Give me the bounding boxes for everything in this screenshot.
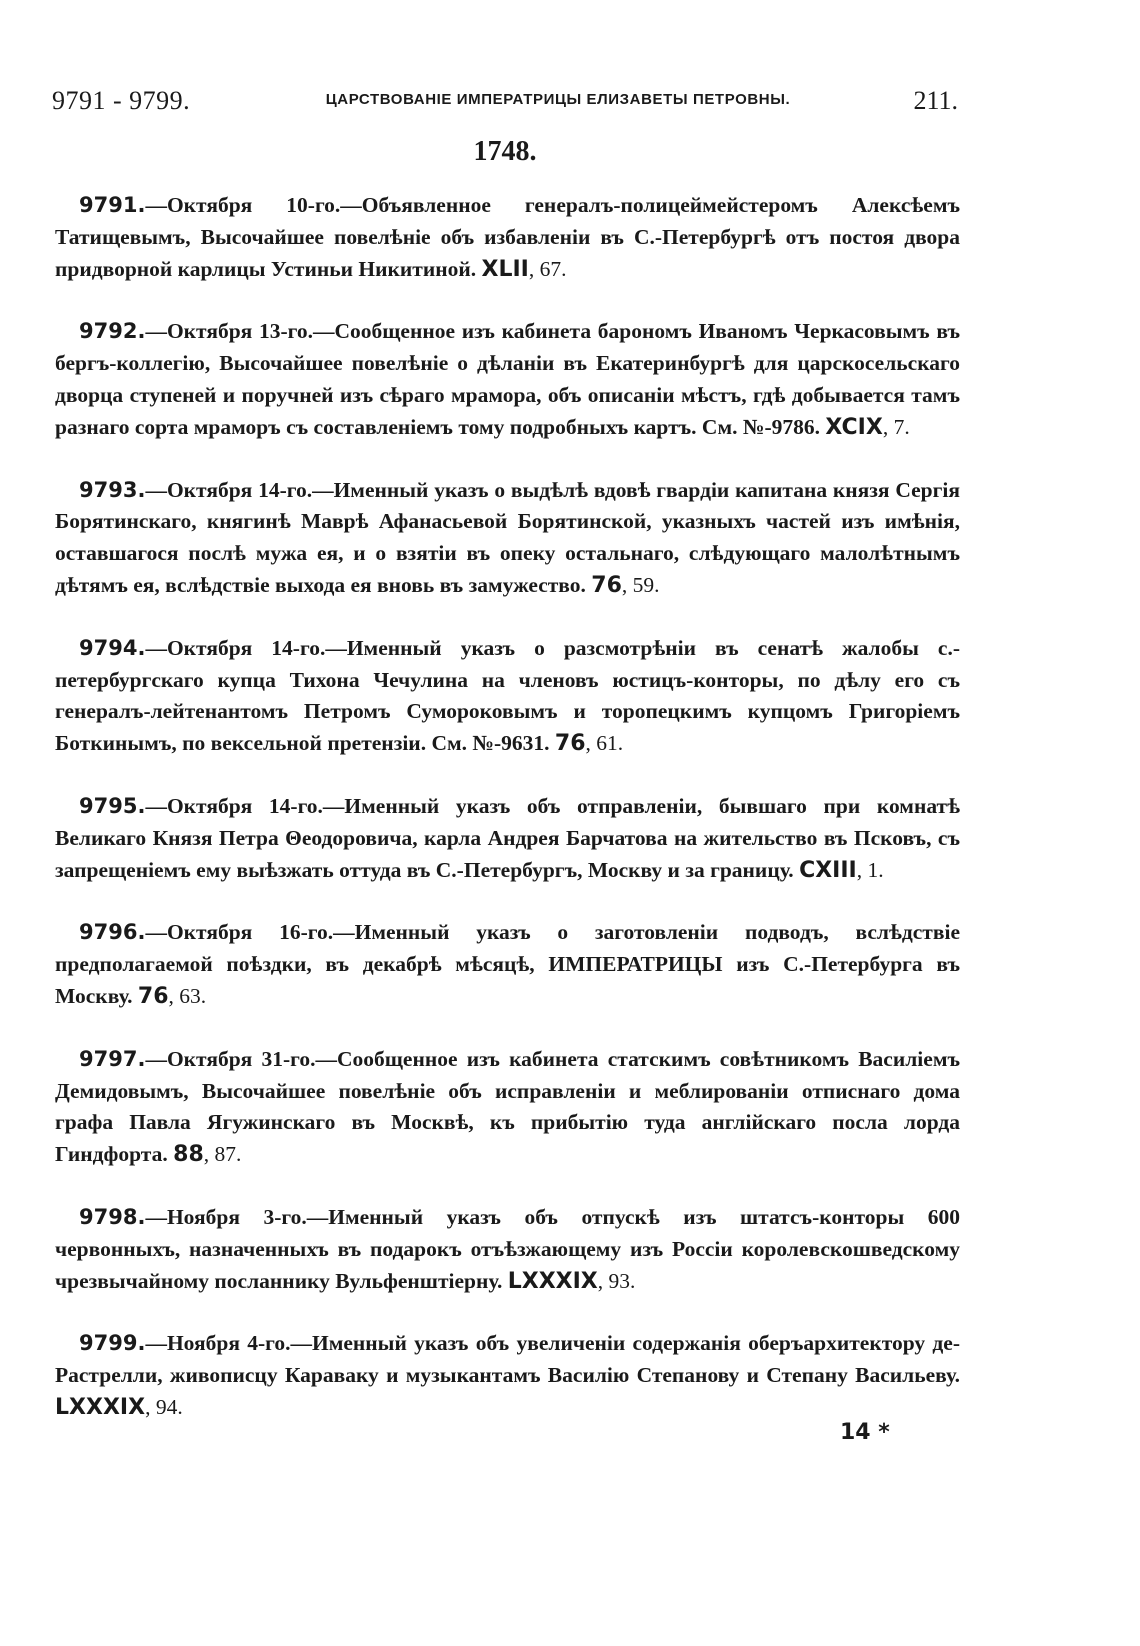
signature-mark: 14 * [840, 1420, 890, 1445]
volume-ref: 76 [554, 731, 586, 757]
entry-text: —Октября 31-го.—Сообщенное изъ кабинета статскимъ совѣтникомъ Василіемъ Демидовымъ, Высочайшее повелѣніе объ исправленіи и меблированіи отписнаго дома графа Павла Ягужинскаго въ Москвѣ, къ прибытію туда англійскаго посла лорда Гиндфорта. [55, 1046, 960, 1167]
volume-ref: XCIX [825, 414, 883, 440]
entry-9799 [55, 1328, 960, 1423]
page-ref: , 63. [168, 983, 207, 1008]
entry-9792 [55, 316, 960, 443]
volume-ref: 76 [591, 572, 622, 598]
entry-number: 9793. [79, 477, 146, 502]
year-heading: 1748. [473, 136, 537, 167]
page-ref: , 94. [145, 1394, 183, 1419]
page-ref: , 87. [203, 1142, 242, 1167]
entry-number: 9791. [79, 193, 146, 217]
entry-9793 [55, 475, 960, 602]
volume-ref: 88 [173, 1142, 204, 1168]
page-ref: , 7. [882, 414, 910, 439]
entry-text: —Октября 14-го.—Именный указъ о выдѣлѣ вдовѣ гвардіи капитана князя Сергія Борятинскаго, княгинѣ Маврѣ Афанасьевой Борятинской, указныхъ частей изъ имѣнія, оставшагося послѣ мужа ея, и о взятіи въ опеку остальнаго, слѣдующаго малолѣтнымъ дѣтямъ ея, вслѣдствіе выхода ея вновь въ замужество. [55, 477, 960, 597]
page-ref: , 59. [621, 572, 660, 597]
entries-list [55, 190, 960, 1455]
entry-text: —Октября 10-го.—Объявленное генералъ-полицеймейстеромъ Алексѣемъ Татищевымъ, Высочайшее повелѣніе объ избавленіи въ С.-Петербургѣ отъ постоя двора придворной карлицы Устиньи Никитиной. [55, 193, 960, 281]
entry-9796 [55, 917, 960, 1012]
entry-number: 9795. [79, 793, 146, 818]
entry-9794 [55, 633, 960, 760]
volume-ref: CXIII [799, 857, 857, 883]
volume-ref: XLII [481, 256, 529, 282]
entry-number: 9797. [79, 1046, 146, 1071]
page-number: 211. [913, 86, 958, 115]
entry-text: —Октября 13-го.—Сообщенное изъ кабинета барономъ Иваномъ Черкасовымъ въ бергъ-коллегію, Высочайшее повелѣніе о дѣланіи въ Екатеринбургѣ для царскосельскаго дворца ступеней и поручней изъ сѣраго мрамора, объ описаніи мѣстъ, гдѣ добывается тамъ разнаго сорта мраморъ съ составленіемъ тому подробныхъ картъ. См. №-9786. [55, 319, 960, 439]
entry-text: —Ноября 4-го.—Именный указъ объ увеличеніи содержанія оберъархитектору де-Растрелли, живописцу Караваку и музыкантамъ Василію Степанову и Степану Васильеву. [55, 1331, 960, 1388]
page-ref: , 93. [597, 1268, 636, 1293]
page-header [52, 86, 958, 122]
page-ref: , 67. [528, 256, 567, 281]
entry-number: 9799. [79, 1331, 146, 1356]
entry-9798 [55, 1202, 960, 1297]
entry-9795 [55, 791, 960, 886]
entry-text: —Октября 14-го.—Именный указъ объ отправленіи, бывшаго при комнатѣ Великаго Князя Петра Θеодоровича, карла Андрея Барчатова на жительство въ Псковъ, съ запрещеніемъ ему выѣзжать оттуда въ С.-Петербургъ, Москву и за границу. [55, 793, 960, 882]
volume-ref: LXXXIX [55, 1394, 146, 1420]
page-ref: , 1. [856, 857, 884, 882]
entry-9791 [55, 190, 960, 285]
entry-range: 9791 - 9799. [52, 86, 191, 115]
page-ref: , 61. [585, 731, 624, 756]
entry-text: —Октября 14-го.—Именный указъ о разсмотрѣніи въ сенатѣ жалобы с.-петербургскаго купца Тихона Чечулина на членовъ юстицъ-конторы, по дѣлу его съ генералъ-лейтенантомъ Петромъ Сумороковымъ и торопецкимъ купцомъ Григоріемъ Боткинымъ, по вексельной претензіи. См. №-9631. [55, 635, 960, 756]
entry-number: 9798. [79, 1204, 146, 1229]
entry-number: 9794. [79, 635, 146, 660]
entry-9797 [55, 1044, 960, 1171]
entry-number: 9796. [79, 920, 146, 945]
running-title: ЦАРСТВОВАНІЕ ИМПЕРАТРИЦЫ ЕЛИЗАВЕТЫ ПЕТРОВНЫ. [325, 91, 791, 108]
entry-number: 9792. [79, 319, 146, 344]
volume-ref: LXXXIX [507, 1268, 598, 1294]
entry-text: —Октября 16-го.—Именный указъ о заготовленіи подводъ, вслѣдствіе предполагаемой поѣздки, въ декабрѣ мѣсяцѣ, ИМПЕРАТРИЦЫ изъ С.-Петербурга въ Москву. [55, 920, 960, 1008]
volume-ref: 76 [137, 983, 169, 1009]
entry-text: —Ноября 3-го.—Именный указъ объ отпускѣ изъ штатсъ-конторы 600 червонныхъ, назначенныхъ въ подарокъ отъѣзжающему изъ Россіи королевскошведскому чрезвычайному посланнику Вульфенштіерну. [55, 1204, 960, 1293]
